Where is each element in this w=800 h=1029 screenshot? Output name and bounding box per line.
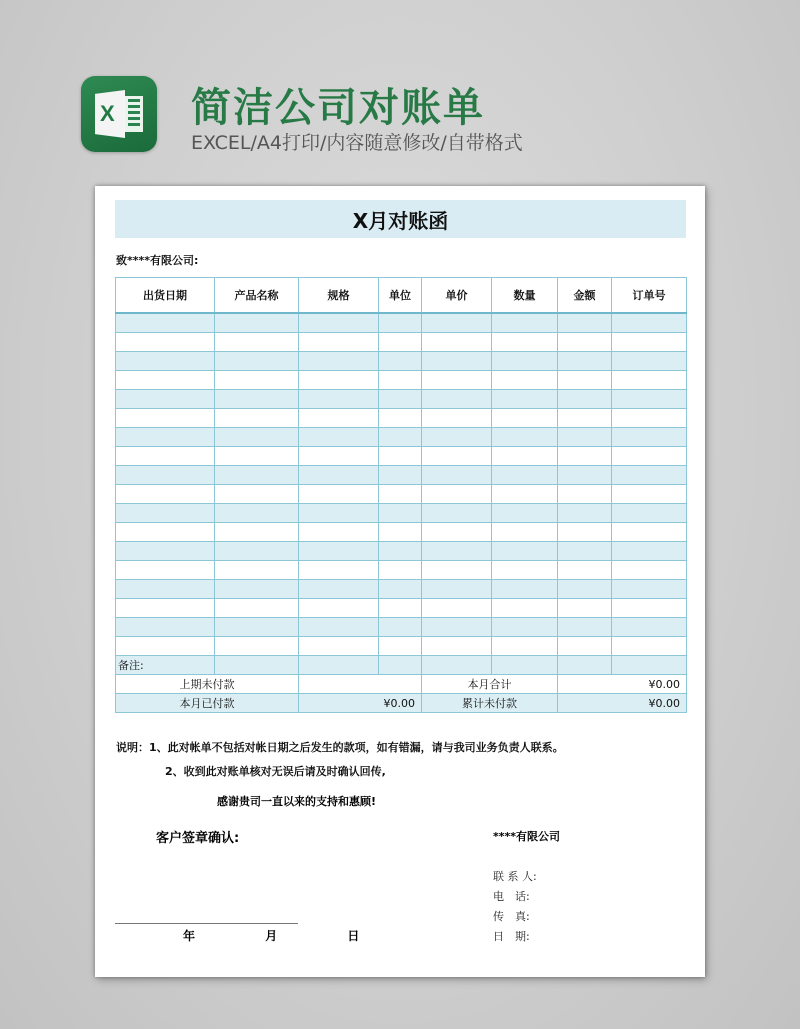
table-cell[interactable] xyxy=(116,428,215,447)
cumulative-unpaid-value[interactable]: ¥0.00 xyxy=(558,694,687,713)
table-cell[interactable] xyxy=(215,352,299,371)
remarks-row xyxy=(116,656,687,675)
table-cell[interactable] xyxy=(215,637,299,656)
table-cell[interactable] xyxy=(558,599,612,618)
table-row xyxy=(116,352,687,371)
table-cell[interactable] xyxy=(215,313,299,333)
table-cell[interactable] xyxy=(116,390,215,409)
remarks-label: 备注: xyxy=(116,656,215,675)
table-cell[interactable] xyxy=(379,656,422,675)
table-cell[interactable] xyxy=(422,447,492,466)
table-cell[interactable] xyxy=(299,485,379,504)
table-cell[interactable] xyxy=(379,599,422,618)
table-cell[interactable] xyxy=(299,352,379,371)
table-row xyxy=(116,313,687,333)
table-row xyxy=(116,542,687,561)
table-cell[interactable] xyxy=(492,485,558,504)
table-cell[interactable] xyxy=(299,390,379,409)
statement-table xyxy=(115,277,687,713)
table-cell[interactable] xyxy=(422,542,492,561)
table-cell[interactable] xyxy=(612,656,687,675)
table-cell[interactable] xyxy=(379,504,422,523)
table-cell[interactable] xyxy=(558,466,612,485)
table-cell[interactable] xyxy=(215,447,299,466)
table-cell[interactable] xyxy=(492,637,558,656)
table-cell[interactable] xyxy=(299,599,379,618)
table-cell[interactable] xyxy=(558,580,612,599)
column-header: 数量 xyxy=(492,278,558,314)
table-cell[interactable] xyxy=(299,333,379,352)
table-cell[interactable] xyxy=(422,428,492,447)
table-row xyxy=(116,466,687,485)
table-cell[interactable] xyxy=(299,637,379,656)
table-cell[interactable] xyxy=(558,485,612,504)
table-cell[interactable] xyxy=(215,466,299,485)
prev-unpaid-label: 上期未付款 xyxy=(116,675,299,694)
table-row xyxy=(116,504,687,523)
table-cell[interactable] xyxy=(422,618,492,637)
table-cell[interactable] xyxy=(379,618,422,637)
table-cell[interactable] xyxy=(558,637,612,656)
table-cell[interactable] xyxy=(612,428,687,447)
table-cell[interactable] xyxy=(612,523,687,542)
customer-sign-label: 客户签章确认: xyxy=(156,831,240,846)
table-cell[interactable] xyxy=(215,618,299,637)
table-cell[interactable] xyxy=(379,485,422,504)
table-cell[interactable] xyxy=(422,390,492,409)
excel-icon xyxy=(81,76,157,152)
table-cell[interactable] xyxy=(299,523,379,542)
day-label: 日 xyxy=(347,929,360,943)
table-cell[interactable] xyxy=(116,333,215,352)
table-cell[interactable] xyxy=(492,447,558,466)
table-cell[interactable] xyxy=(612,371,687,390)
table-cell[interactable] xyxy=(492,504,558,523)
table-cell[interactable] xyxy=(299,561,379,580)
table-cell[interactable] xyxy=(558,542,612,561)
table-cell[interactable] xyxy=(299,428,379,447)
summary-row xyxy=(116,694,687,713)
table-row xyxy=(116,618,687,637)
page-subtitle: EXCEL/A4打印/内容随意修改/自带格式 xyxy=(191,132,523,154)
table-cell[interactable] xyxy=(116,599,215,618)
table-cell[interactable] xyxy=(558,561,612,580)
table-cell[interactable] xyxy=(422,313,492,333)
table-cell[interactable] xyxy=(116,523,215,542)
excel-x-glyph: X xyxy=(100,101,115,126)
table-cell[interactable] xyxy=(492,580,558,599)
note-line-1: 说明：1、此对帐单不包括对帐日期之后发生的款项，如有错漏，请与我司业务负责人联系。 xyxy=(116,741,564,754)
thanks-text: 感谢贵司一直以来的支持和惠顾! xyxy=(217,795,377,808)
table-cell[interactable] xyxy=(492,542,558,561)
table-cell[interactable] xyxy=(215,504,299,523)
table-cell[interactable] xyxy=(116,466,215,485)
table-cell[interactable] xyxy=(558,656,612,675)
table-cell[interactable] xyxy=(116,409,215,428)
table-cell[interactable] xyxy=(299,409,379,428)
column-header: 出货日期 xyxy=(116,278,215,314)
year-label: 年 xyxy=(183,929,196,943)
prev-unpaid-value[interactable] xyxy=(299,675,422,694)
table-row xyxy=(116,523,687,542)
table-cell[interactable] xyxy=(379,352,422,371)
table-cell[interactable] xyxy=(612,599,687,618)
month-paid-value[interactable]: ¥0.00 xyxy=(299,694,422,713)
month-label: 月 xyxy=(265,929,278,943)
phone-label: 电 话: xyxy=(493,890,530,903)
month-paid-label: 本月已付款 xyxy=(116,694,299,713)
note-line-2: 2、收到此对账单核对无误后请及时确认回传, xyxy=(165,765,386,778)
table-cell[interactable] xyxy=(299,504,379,523)
table-cell[interactable] xyxy=(492,656,558,675)
date-label: 日 期: xyxy=(493,930,530,943)
table-cell[interactable] xyxy=(492,523,558,542)
table-row xyxy=(116,561,687,580)
table-cell[interactable] xyxy=(492,333,558,352)
table-cell[interactable] xyxy=(612,313,687,333)
table-cell[interactable] xyxy=(558,618,612,637)
table-row xyxy=(116,637,687,656)
table-cell[interactable] xyxy=(492,618,558,637)
table-cell[interactable] xyxy=(422,409,492,428)
table-cell[interactable] xyxy=(612,390,687,409)
table-cell[interactable] xyxy=(215,409,299,428)
fax-label: 传 真: xyxy=(493,910,530,923)
table-cell[interactable] xyxy=(379,523,422,542)
table-cell[interactable] xyxy=(215,599,299,618)
table-cell[interactable] xyxy=(379,447,422,466)
month-total-label: 本月合计 xyxy=(422,675,558,694)
table-cell[interactable] xyxy=(422,466,492,485)
table-cell[interactable] xyxy=(422,580,492,599)
contact-person-label: 联 系 人: xyxy=(493,870,537,883)
table-cell[interactable] xyxy=(558,447,612,466)
sign-date xyxy=(183,927,393,944)
table-cell[interactable] xyxy=(558,504,612,523)
table-cell[interactable] xyxy=(612,409,687,428)
table-cell[interactable] xyxy=(379,542,422,561)
table-cell[interactable] xyxy=(299,371,379,390)
table-cell[interactable] xyxy=(558,409,612,428)
table-cell[interactable] xyxy=(422,485,492,504)
table-cell[interactable] xyxy=(492,352,558,371)
table-cell[interactable] xyxy=(492,428,558,447)
table-row xyxy=(116,485,687,504)
signature-line xyxy=(115,923,298,924)
table-cell[interactable] xyxy=(612,333,687,352)
notes-section xyxy=(116,736,564,784)
table-cell[interactable] xyxy=(215,428,299,447)
table-row xyxy=(116,333,687,352)
table-cell[interactable] xyxy=(299,618,379,637)
table-cell[interactable] xyxy=(215,371,299,390)
table-row xyxy=(116,428,687,447)
statement-document xyxy=(95,186,705,977)
table-cell[interactable] xyxy=(299,466,379,485)
table-cell[interactable] xyxy=(299,656,379,675)
table-cell[interactable] xyxy=(612,447,687,466)
table-cell[interactable] xyxy=(492,371,558,390)
table-row xyxy=(116,599,687,618)
company-name: ****有限公司 xyxy=(493,830,561,843)
column-header: 单位 xyxy=(379,278,422,314)
table-cell[interactable] xyxy=(299,580,379,599)
excel-grid-shape xyxy=(125,96,143,132)
table-cell[interactable] xyxy=(492,409,558,428)
table-cell[interactable] xyxy=(422,333,492,352)
table-cell[interactable] xyxy=(116,542,215,561)
table-cell[interactable] xyxy=(612,485,687,504)
table-cell[interactable] xyxy=(422,352,492,371)
table-cell[interactable] xyxy=(422,523,492,542)
table-cell[interactable] xyxy=(215,561,299,580)
table-cell[interactable] xyxy=(612,466,687,485)
table-row xyxy=(116,390,687,409)
table-cell[interactable] xyxy=(116,637,215,656)
table-cell[interactable] xyxy=(558,352,612,371)
table-cell[interactable] xyxy=(422,637,492,656)
table-cell[interactable] xyxy=(379,637,422,656)
table-cell[interactable] xyxy=(422,599,492,618)
table-cell[interactable] xyxy=(612,352,687,371)
table-cell[interactable] xyxy=(116,447,215,466)
table-cell[interactable] xyxy=(215,656,299,675)
table-row xyxy=(116,371,687,390)
table-cell[interactable] xyxy=(299,542,379,561)
column-header: 订单号 xyxy=(612,278,687,314)
column-header: 单价 xyxy=(422,278,492,314)
table-cell[interactable] xyxy=(612,542,687,561)
table-cell[interactable] xyxy=(116,561,215,580)
table-cell[interactable] xyxy=(492,561,558,580)
table-cell[interactable] xyxy=(558,371,612,390)
table-cell[interactable] xyxy=(379,333,422,352)
table-row xyxy=(116,580,687,599)
table-cell[interactable] xyxy=(612,637,687,656)
table-row xyxy=(116,447,687,466)
table-cell[interactable] xyxy=(422,504,492,523)
table-cell[interactable] xyxy=(612,561,687,580)
month-total-value[interactable]: ¥0.00 xyxy=(558,675,687,694)
recipient-line: 致****有限公司: xyxy=(116,254,199,267)
table-cell[interactable] xyxy=(558,390,612,409)
table-row xyxy=(116,409,687,428)
table-cell[interactable] xyxy=(558,313,612,333)
table-cell[interactable] xyxy=(116,485,215,504)
contact-info xyxy=(493,867,537,947)
table-cell[interactable] xyxy=(492,466,558,485)
table-cell[interactable] xyxy=(422,656,492,675)
table-cell[interactable] xyxy=(612,580,687,599)
table-cell[interactable] xyxy=(558,428,612,447)
document-title: X月对账函 xyxy=(115,200,686,238)
table-cell[interactable] xyxy=(379,580,422,599)
table-header-row xyxy=(116,278,687,314)
table-cell[interactable] xyxy=(299,447,379,466)
column-header: 金额 xyxy=(558,278,612,314)
table-cell[interactable] xyxy=(379,371,422,390)
summary-row xyxy=(116,675,687,694)
table-cell[interactable] xyxy=(116,371,215,390)
table-cell[interactable] xyxy=(215,580,299,599)
table-cell[interactable] xyxy=(299,313,379,333)
table-cell[interactable] xyxy=(379,561,422,580)
table-cell[interactable] xyxy=(492,313,558,333)
table-cell[interactable] xyxy=(379,428,422,447)
table-cell[interactable] xyxy=(215,542,299,561)
table-cell[interactable] xyxy=(558,333,612,352)
table-cell[interactable] xyxy=(379,390,422,409)
table-cell[interactable] xyxy=(492,390,558,409)
table-cell[interactable] xyxy=(492,599,558,618)
table-cell[interactable] xyxy=(215,485,299,504)
cumulative-unpaid-label: 累计未付款 xyxy=(422,694,558,713)
table-cell[interactable] xyxy=(422,561,492,580)
table-cell[interactable] xyxy=(116,504,215,523)
table-cell[interactable] xyxy=(422,371,492,390)
table-cell[interactable] xyxy=(612,504,687,523)
table-cell[interactable] xyxy=(215,523,299,542)
table-cell[interactable] xyxy=(379,409,422,428)
table-cell[interactable] xyxy=(215,333,299,352)
table-cell[interactable] xyxy=(558,523,612,542)
table-cell[interactable] xyxy=(116,313,215,333)
table-cell[interactable] xyxy=(116,580,215,599)
page-title: 简洁公司对账单 xyxy=(191,85,485,131)
table-cell[interactable] xyxy=(116,352,215,371)
table-cell[interactable] xyxy=(379,466,422,485)
table-cell[interactable] xyxy=(116,618,215,637)
column-header: 产品名称 xyxy=(215,278,299,314)
table-cell[interactable] xyxy=(215,390,299,409)
table-cell[interactable] xyxy=(379,313,422,333)
column-header: 规格 xyxy=(299,278,379,314)
table-cell[interactable] xyxy=(612,618,687,637)
